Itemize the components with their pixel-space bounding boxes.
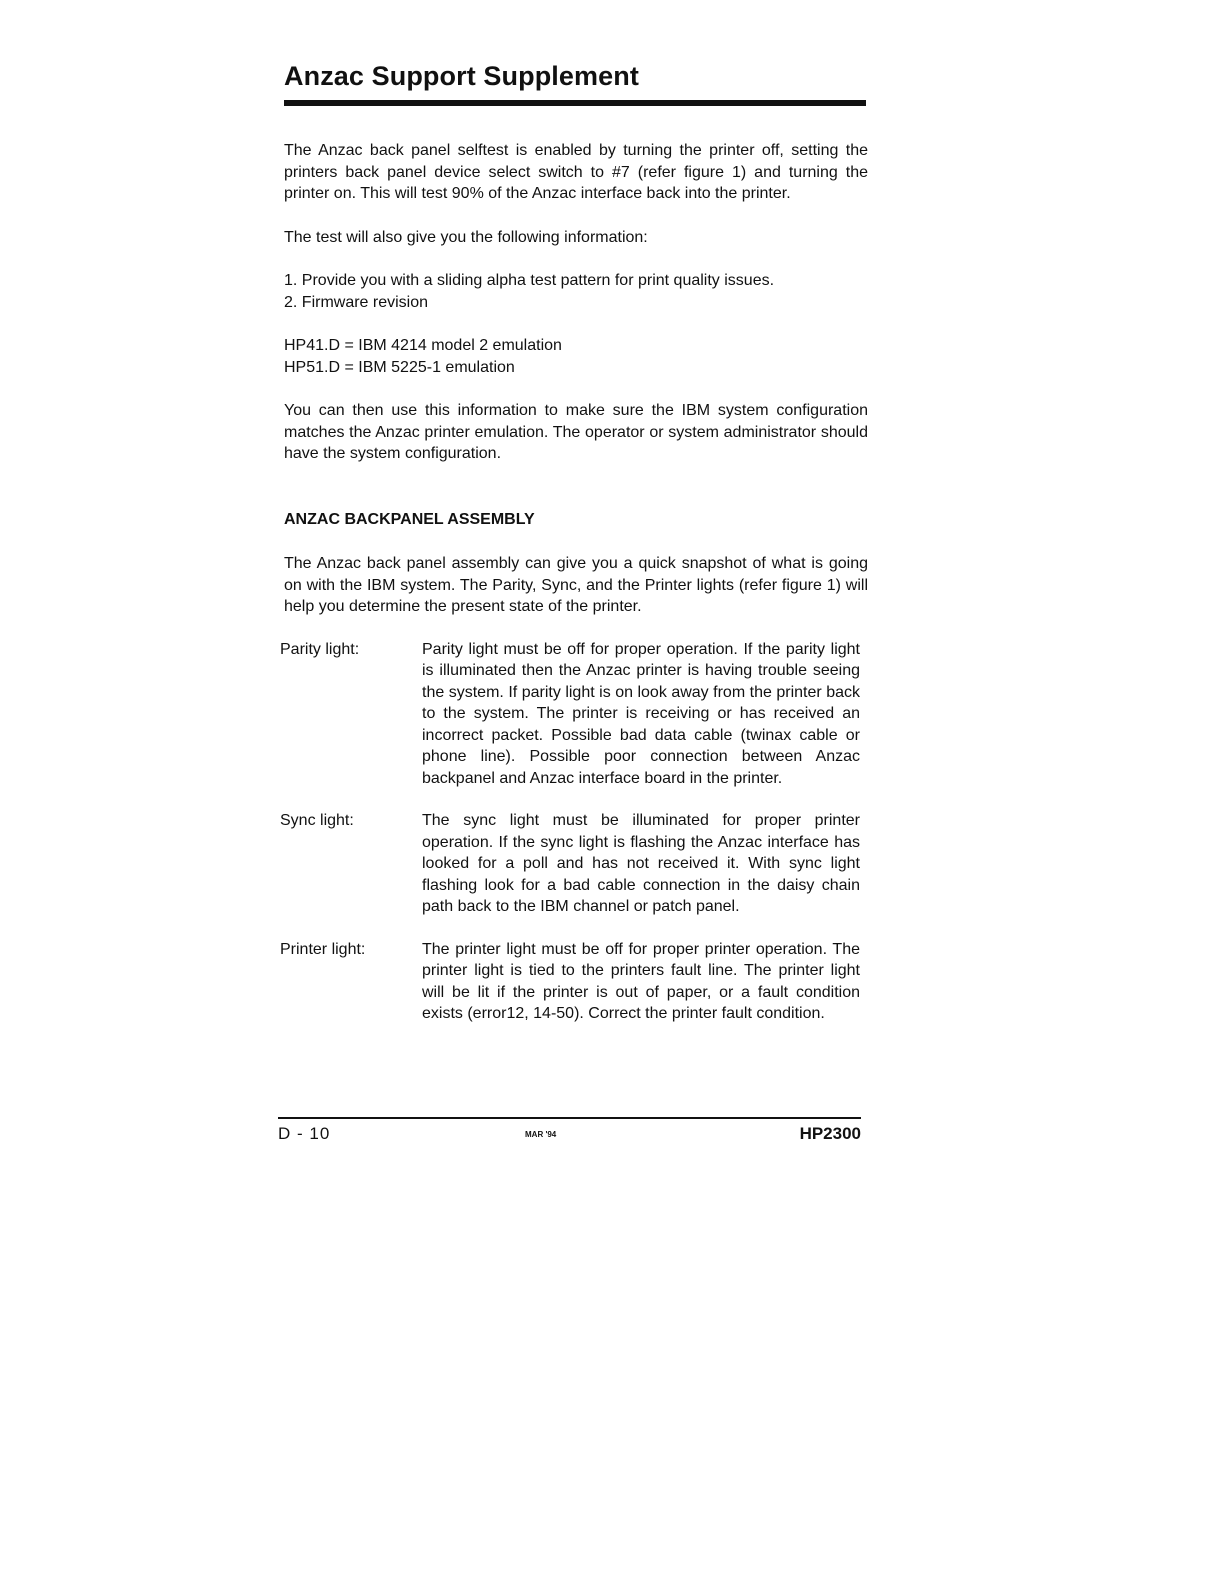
intro-paragraph-3: You can then use this information to make sure the IBM system configuration matches the Anzac printer emulation. The operator or system administrator should have the system configuration. bbox=[284, 402, 868, 462]
definition-sync-light bbox=[280, 810, 868, 918]
list-item: 2. Firmware revision bbox=[284, 293, 429, 311]
footer-model: HP2300 bbox=[799, 1124, 861, 1143]
document-page bbox=[280, 58, 868, 1025]
definition-term: Parity light: bbox=[280, 640, 360, 658]
intro-paragraph-2: The test will also give you the following information: bbox=[284, 228, 648, 246]
definition-description: Parity light must be off for proper operation. If the parity light is illuminated then the Anzac printer is having trouble seeing the system. If parity light is on look away from the printer back to the system. The printer is receiving or has received an incorrect packet. Possible bad data cable (twinax cable or phone line). Possible poor connection between Anzac backpanel and Anzac interface board in the printer. bbox=[422, 640, 860, 787]
section-heading: ANZAC BACKPANEL ASSEMBLY bbox=[284, 510, 535, 528]
title-rule bbox=[284, 100, 866, 106]
footer-date: MAR '94 bbox=[525, 1130, 557, 1139]
section-paragraph: The Anzac back panel assembly can give you a quick snapshot of what is going on with the IBM system. The Parity, Sync, and the Printer lights (refer figure 1) will help you determine the present state of the printer. bbox=[284, 555, 868, 615]
firmware-code-line: HP41.D = IBM 4214 model 2 emulation bbox=[284, 337, 562, 354]
intro-paragraph-1: The Anzac back panel selftest is enabled by turning the printer off, setting the printers back panel device select switch to #7 (refer figure 1) and turning the printer on. This will test 90% of the Anzac interface back into the printer. bbox=[284, 142, 868, 202]
definition-term: Printer light: bbox=[280, 940, 366, 958]
footer-page-number: D - 10 bbox=[278, 1124, 331, 1143]
firmware-codes bbox=[284, 335, 868, 378]
definition-printer-light bbox=[280, 939, 868, 1025]
page-title: Anzac Support Supplement bbox=[284, 61, 639, 91]
definition-parity-light bbox=[280, 639, 868, 790]
definition-description: The printer light must be off for proper printer operation. The printer light is tied to the printers fault line. The printer light will be lit if the printer is out of paper, or a fault condition exists (error12, 14-50). Correct the printer fault condition. bbox=[422, 940, 860, 1022]
footer-rule bbox=[278, 1117, 861, 1119]
definition-term: Sync light: bbox=[280, 812, 354, 829]
list-item: 1. Provide you with a sliding alpha test pattern for print quality issues. bbox=[284, 272, 775, 289]
firmware-code-line: HP51.D = IBM 5225-1 emulation bbox=[284, 358, 515, 376]
page-footer bbox=[278, 1117, 861, 1144]
footer-row bbox=[278, 1124, 861, 1144]
info-list bbox=[284, 270, 868, 313]
definition-description: The sync light must be illuminated for proper printer operation. If the sync light is flashing the Anzac interface has looked for a poll and has not received it. With sync light flashing look for a bad cable connection in the daisy chain path back to the IBM channel or patch panel. bbox=[422, 812, 860, 915]
